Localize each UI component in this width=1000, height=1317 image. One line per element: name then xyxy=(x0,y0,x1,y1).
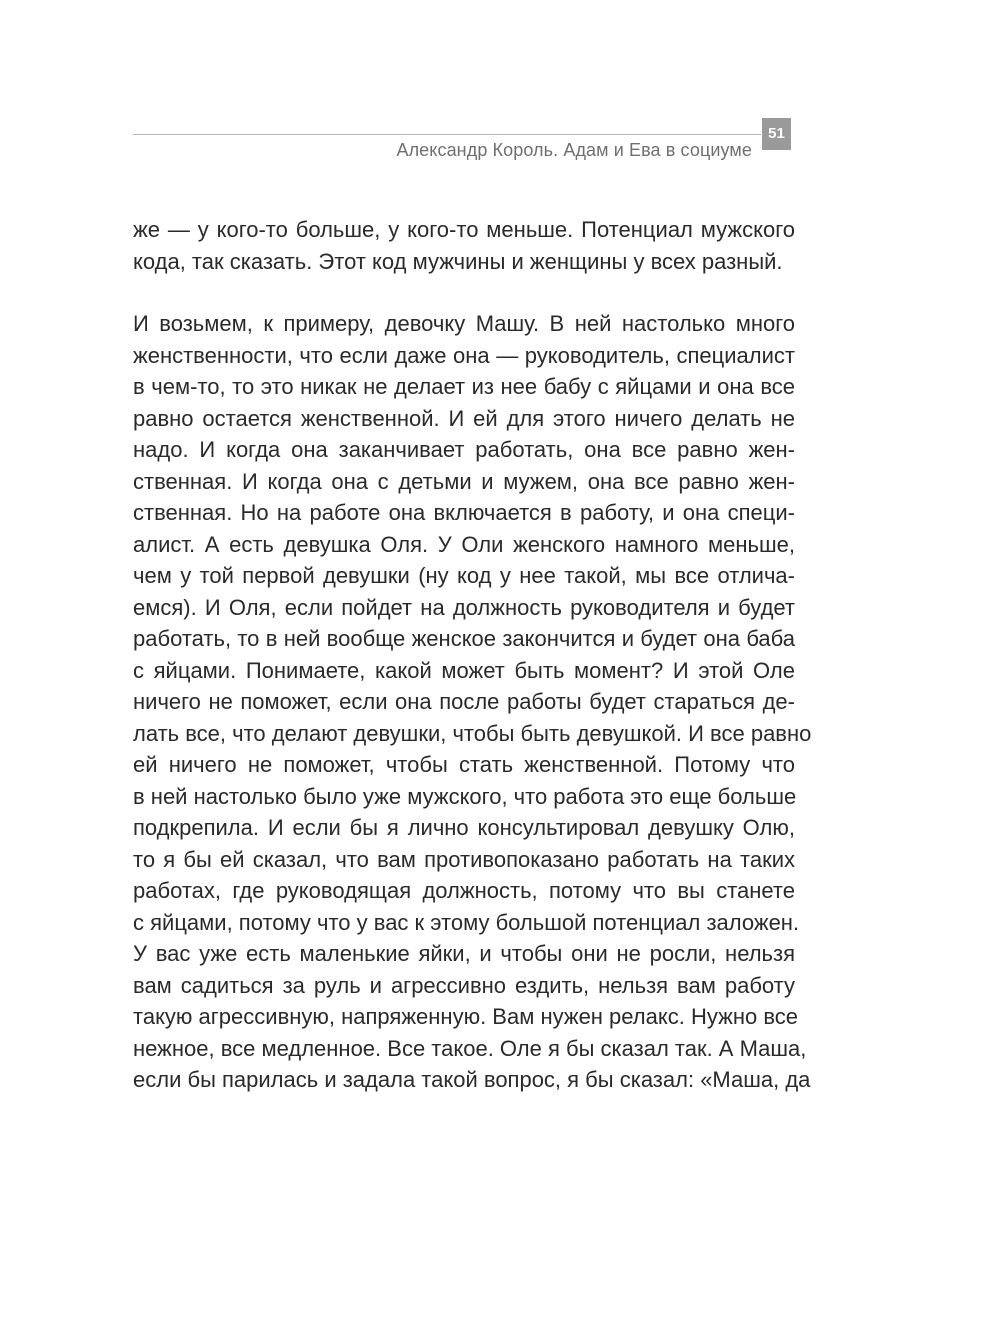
page-number: 51 xyxy=(762,118,791,150)
text-line: алист. А есть девушка Оля. У Оли женского намного меньше, xyxy=(133,531,795,557)
text-line: ственная. Но на работе она включается в работу, и она специ- xyxy=(133,500,795,525)
text-line: И возьмем, к примеру, девочку Машу. В ней настолько много xyxy=(133,311,795,336)
text-line: лать все, что делают девушки, чтобы быть девушкой. И все равно xyxy=(133,720,812,746)
paragraph-1 xyxy=(133,214,795,277)
text-line: то я бы ей сказал, что вам противопоказано работать на таких xyxy=(133,846,795,872)
text-line: женственности, что если даже она — руководитель, специалист xyxy=(133,342,795,368)
paragraph-2 xyxy=(133,308,812,1096)
running-head: Александр Король. Адам и Ева в социуме xyxy=(396,140,752,160)
text-line: с яйцами. Понимаете, какой может быть момент? И этой Оле xyxy=(133,657,795,683)
text-line: чем у той первой девушки (ну код у нее такой, мы все отлича- xyxy=(133,563,795,588)
text-line: работать, то в ней вообще женское закончится и будет она баба xyxy=(133,626,795,651)
text-line: надо. И когда она заканчивает работать, она все равно жен- xyxy=(133,437,795,462)
text-line: У вас уже есть маленькие яйки, и чтобы они не росли, нельзя xyxy=(133,941,795,966)
text-line: кода, так сказать. Этот код мужчины и женщины у всех разный. xyxy=(133,248,783,274)
text-line: равно остается женственной. И ей для этого ничего делать не xyxy=(133,405,795,431)
text-line: ничего не поможет, если она после работы будет стараться де- xyxy=(133,689,795,714)
body-text xyxy=(133,214,812,1096)
text-line: подкрепила. И если бы я лично консультировал девушку Олю, xyxy=(133,815,795,840)
text-line: нежное, все медленное. Все такое. Оле я бы сказал так. А Маша, xyxy=(133,1035,807,1061)
text-line: же — у кого-то больше, у кого-то меньше. Потенциал мужского xyxy=(133,217,795,242)
text-line: ей ничего не поможет, чтобы стать женственной. Потому что xyxy=(133,752,795,777)
text-line: вам садиться за руль и агрессивно ездить, нельзя вам работу xyxy=(133,972,795,998)
text-line: работах, где руководящая должность, потому что вы станете xyxy=(133,878,795,903)
text-line: ственная. И когда она с детьми и мужем, она все равно жен- xyxy=(133,468,795,494)
header-rule xyxy=(133,134,761,135)
text-line: такую агрессивную, напряженную. Вам нужен релакс. Нужно все xyxy=(133,1004,798,1029)
text-line: емся). И Оля, если пойдет на должность руководителя и будет xyxy=(133,594,795,620)
text-line: в ней настолько было уже мужского, что работа это еще больше xyxy=(133,783,797,809)
text-line: если бы парилась и задала такой вопрос, я бы сказал: «Маша, да xyxy=(133,1067,811,1092)
text-line: в чем-то, то это никак не делает из нее бабу с яйцами и она все xyxy=(133,374,795,399)
text-line: с яйцами, потому что у вас к этому большой потенциал заложен. xyxy=(133,909,800,935)
